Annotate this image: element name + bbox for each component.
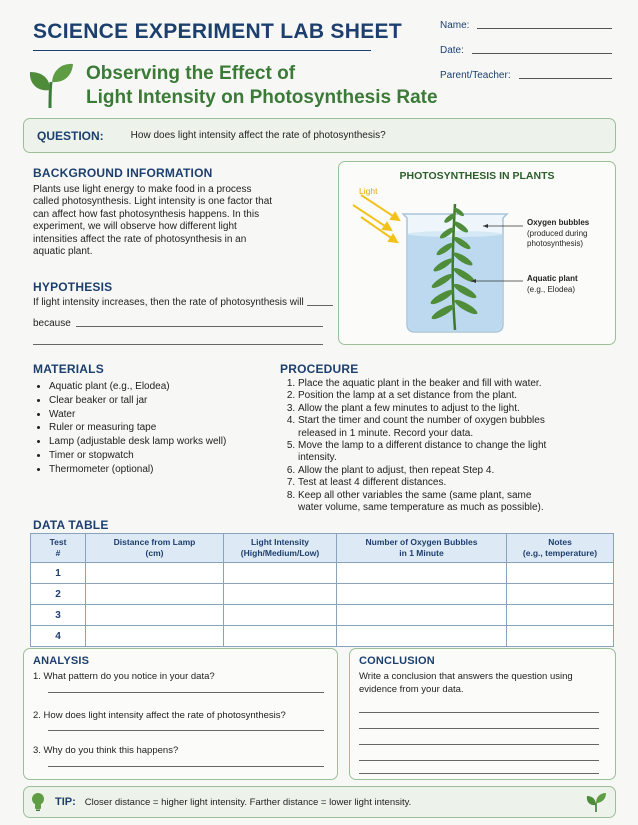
- because-line[interactable]: [76, 326, 323, 327]
- name-field[interactable]: [440, 17, 612, 31]
- subtitle: [86, 62, 438, 110]
- column-header: [507, 534, 614, 563]
- date-line[interactable]: [472, 53, 612, 54]
- column-header-line: Test: [49, 537, 67, 547]
- hypothesis-text: If light intensity increases, then the rate of photosynthesis will: [33, 297, 304, 308]
- answer-line[interactable]: [48, 766, 324, 767]
- table-cell[interactable]: [507, 563, 614, 584]
- table-cell[interactable]: [337, 605, 507, 626]
- table-header-row: [31, 534, 614, 563]
- list-item: 5. Move the lamp to a different distance to change the light intensity.: [298, 440, 550, 465]
- test-number: 4: [31, 626, 86, 647]
- materials-list: [33, 380, 273, 477]
- because-label: because: [33, 318, 71, 329]
- table-cell[interactable]: [337, 584, 507, 605]
- table-cell[interactable]: [337, 626, 507, 647]
- table-cell[interactable]: [507, 626, 614, 647]
- name-label: Name:: [440, 20, 470, 31]
- column-header: [86, 534, 224, 563]
- table-cell[interactable]: [507, 605, 614, 626]
- list-item: 8. Keep all other variables the same (same plant, same water volume, same temperature as much as possible).: [298, 490, 550, 515]
- light-rays: [353, 195, 399, 242]
- lightbulb-icon: [30, 792, 46, 812]
- because-row: [33, 318, 323, 329]
- answer-line[interactable]: [359, 712, 599, 713]
- question-text: How does light intensity affect the rate of photosynthesis?: [130, 130, 386, 141]
- answer-line[interactable]: [359, 760, 599, 761]
- analysis-question-1: 1. What pattern do you notice in your data?: [33, 671, 215, 682]
- column-header-line: Notes: [548, 537, 572, 547]
- data-table: [30, 533, 614, 647]
- parent-teacher-label: Parent/Teacher:: [440, 70, 511, 81]
- table-row: [31, 626, 614, 647]
- background-heading: BACKGROUND INFORMATION: [33, 166, 213, 180]
- analysis-heading: ANALYSIS: [33, 655, 90, 667]
- table-cell[interactable]: [224, 563, 337, 584]
- table-row: [31, 563, 614, 584]
- bubbles-label: Oxygen bubbles: [527, 218, 590, 227]
- list-item: • Water: [49, 408, 273, 422]
- list-item: 7. Test at least 4 different distances.: [298, 477, 550, 489]
- conclusion-box: [349, 648, 616, 780]
- column-header-line: in 1 Minute: [399, 548, 444, 558]
- column-header-line: (cm): [145, 548, 164, 558]
- page-title: SCIENCE EXPERIMENT LAB SHEET: [33, 20, 402, 43]
- analysis-question-2: 2. How does light intensity affect the rate of photosynthesis?: [33, 710, 286, 721]
- name-line[interactable]: [477, 28, 612, 29]
- column-header: [337, 534, 507, 563]
- procedure-list: [280, 378, 550, 514]
- materials-heading: MATERIALS: [33, 362, 104, 376]
- title-underline: [33, 50, 371, 51]
- test-number: 3: [31, 605, 86, 626]
- tip-bar: [23, 786, 616, 818]
- plant-sub: (e.g., Elodea): [527, 284, 576, 294]
- table-cell[interactable]: [86, 626, 224, 647]
- analysis-question-3: 3. Why do you think this happens?: [33, 745, 179, 756]
- list-item: • Ruler or measuring tape: [49, 421, 273, 435]
- list-item: 4. Start the timer and count the number of oxygen bubbles released in 1 minute. Record your data.: [298, 415, 550, 440]
- table-cell[interactable]: [86, 584, 224, 605]
- list-item: • Aquatic plant (e.g., Elodea): [49, 380, 273, 394]
- parent-teacher-field[interactable]: [440, 67, 612, 81]
- answer-line[interactable]: [48, 730, 324, 731]
- table-cell[interactable]: [86, 605, 224, 626]
- column-header-line: (High/Medium/Low): [240, 548, 320, 558]
- test-number: 1: [31, 563, 86, 584]
- table-cell[interactable]: [86, 563, 224, 584]
- column-header-line: (e.g., temperature): [522, 548, 598, 558]
- question-label: QUESTION:: [37, 128, 104, 143]
- procedure-heading: PROCEDURE: [280, 362, 359, 376]
- subtitle-line-1: Observing the Effect of: [86, 63, 296, 84]
- list-item: • Timer or stopwatch: [49, 449, 273, 463]
- conclusion-heading: CONCLUSION: [359, 655, 435, 667]
- bubbles-sub: (produced during photosynthesis): [527, 228, 588, 248]
- plant-label: Aquatic plant: [527, 274, 578, 283]
- list-item: 6. Allow the plant to adjust, then repeat Step 4.: [298, 465, 550, 477]
- table-cell[interactable]: [224, 626, 337, 647]
- background-text: Plants use light energy to make food in a process called photosynthesis. Light intensity is one factor that can affect how fast photosynthesis happens. In this experiment, we will observe how different light intensities affect the rate of photosynthesis in an aquatic plant.: [33, 184, 273, 258]
- sprout-icon: [26, 60, 76, 110]
- column-header: [224, 534, 337, 563]
- tip-label: TIP:: [55, 796, 76, 808]
- data-table-heading: DATA TABLE: [33, 518, 109, 532]
- table-cell[interactable]: [507, 584, 614, 605]
- figure-box: [338, 161, 616, 345]
- table-row: [31, 584, 614, 605]
- hypothesis-sentence: [33, 297, 333, 308]
- test-number: 2: [31, 584, 86, 605]
- list-item: • Thermometer (optional): [49, 463, 273, 477]
- table-cell[interactable]: [224, 584, 337, 605]
- hypothesis-heading: HYPOTHESIS: [33, 280, 113, 294]
- question-bar: [23, 118, 616, 153]
- list-item: • Clear beaker or tall jar: [49, 394, 273, 408]
- bubbles-annotation: [527, 218, 611, 250]
- column-header-line: Light Intensity: [250, 537, 310, 547]
- answer-line[interactable]: [359, 728, 599, 729]
- list-item: • Lamp (adjustable desk lamp works well): [49, 435, 273, 449]
- date-field[interactable]: [440, 42, 612, 56]
- analysis-box: [23, 648, 338, 780]
- answer-line[interactable]: [359, 744, 599, 745]
- list-item: 1. Place the aquatic plant in the beaker and fill with water.: [298, 378, 550, 390]
- table-cell[interactable]: [337, 563, 507, 584]
- answer-line[interactable]: [359, 773, 599, 774]
- subtitle-line-2: Light Intensity on Photosynthesis Rate: [86, 87, 438, 108]
- tip-text: Closer distance = higher light intensity. Farther distance = lower light intensity.: [84, 796, 412, 808]
- conclusion-text: Write a conclusion that answers the question using evidence from your data.: [359, 671, 573, 695]
- leaf-icon: [585, 791, 607, 813]
- table-cell[interactable]: [224, 605, 337, 626]
- table-row: [31, 605, 614, 626]
- figure-heading: PHOTOSYNTHESIS IN PLANTS: [399, 170, 555, 182]
- list-item: 2. Position the lamp at a set distance from the plant.: [298, 390, 550, 402]
- photosynthesis-diagram: [339, 162, 615, 344]
- student-fields: [440, 17, 612, 81]
- answer-line[interactable]: [48, 692, 324, 693]
- plant-annotation: [527, 274, 611, 295]
- column-header: [31, 534, 86, 563]
- date-label: Date:: [440, 45, 464, 56]
- column-header-line: Number of Oxygen Bubbles: [365, 537, 478, 547]
- parent-teacher-line[interactable]: [519, 78, 612, 79]
- list-item: 3. Allow the plant a few minutes to adjust to the light.: [298, 403, 550, 415]
- column-header-line: #: [55, 548, 61, 558]
- light-label: Light: [359, 186, 378, 196]
- because-line-2[interactable]: [33, 344, 323, 345]
- hypothesis-blank[interactable]: [307, 305, 333, 306]
- column-header-line: Distance from Lamp: [113, 537, 196, 547]
